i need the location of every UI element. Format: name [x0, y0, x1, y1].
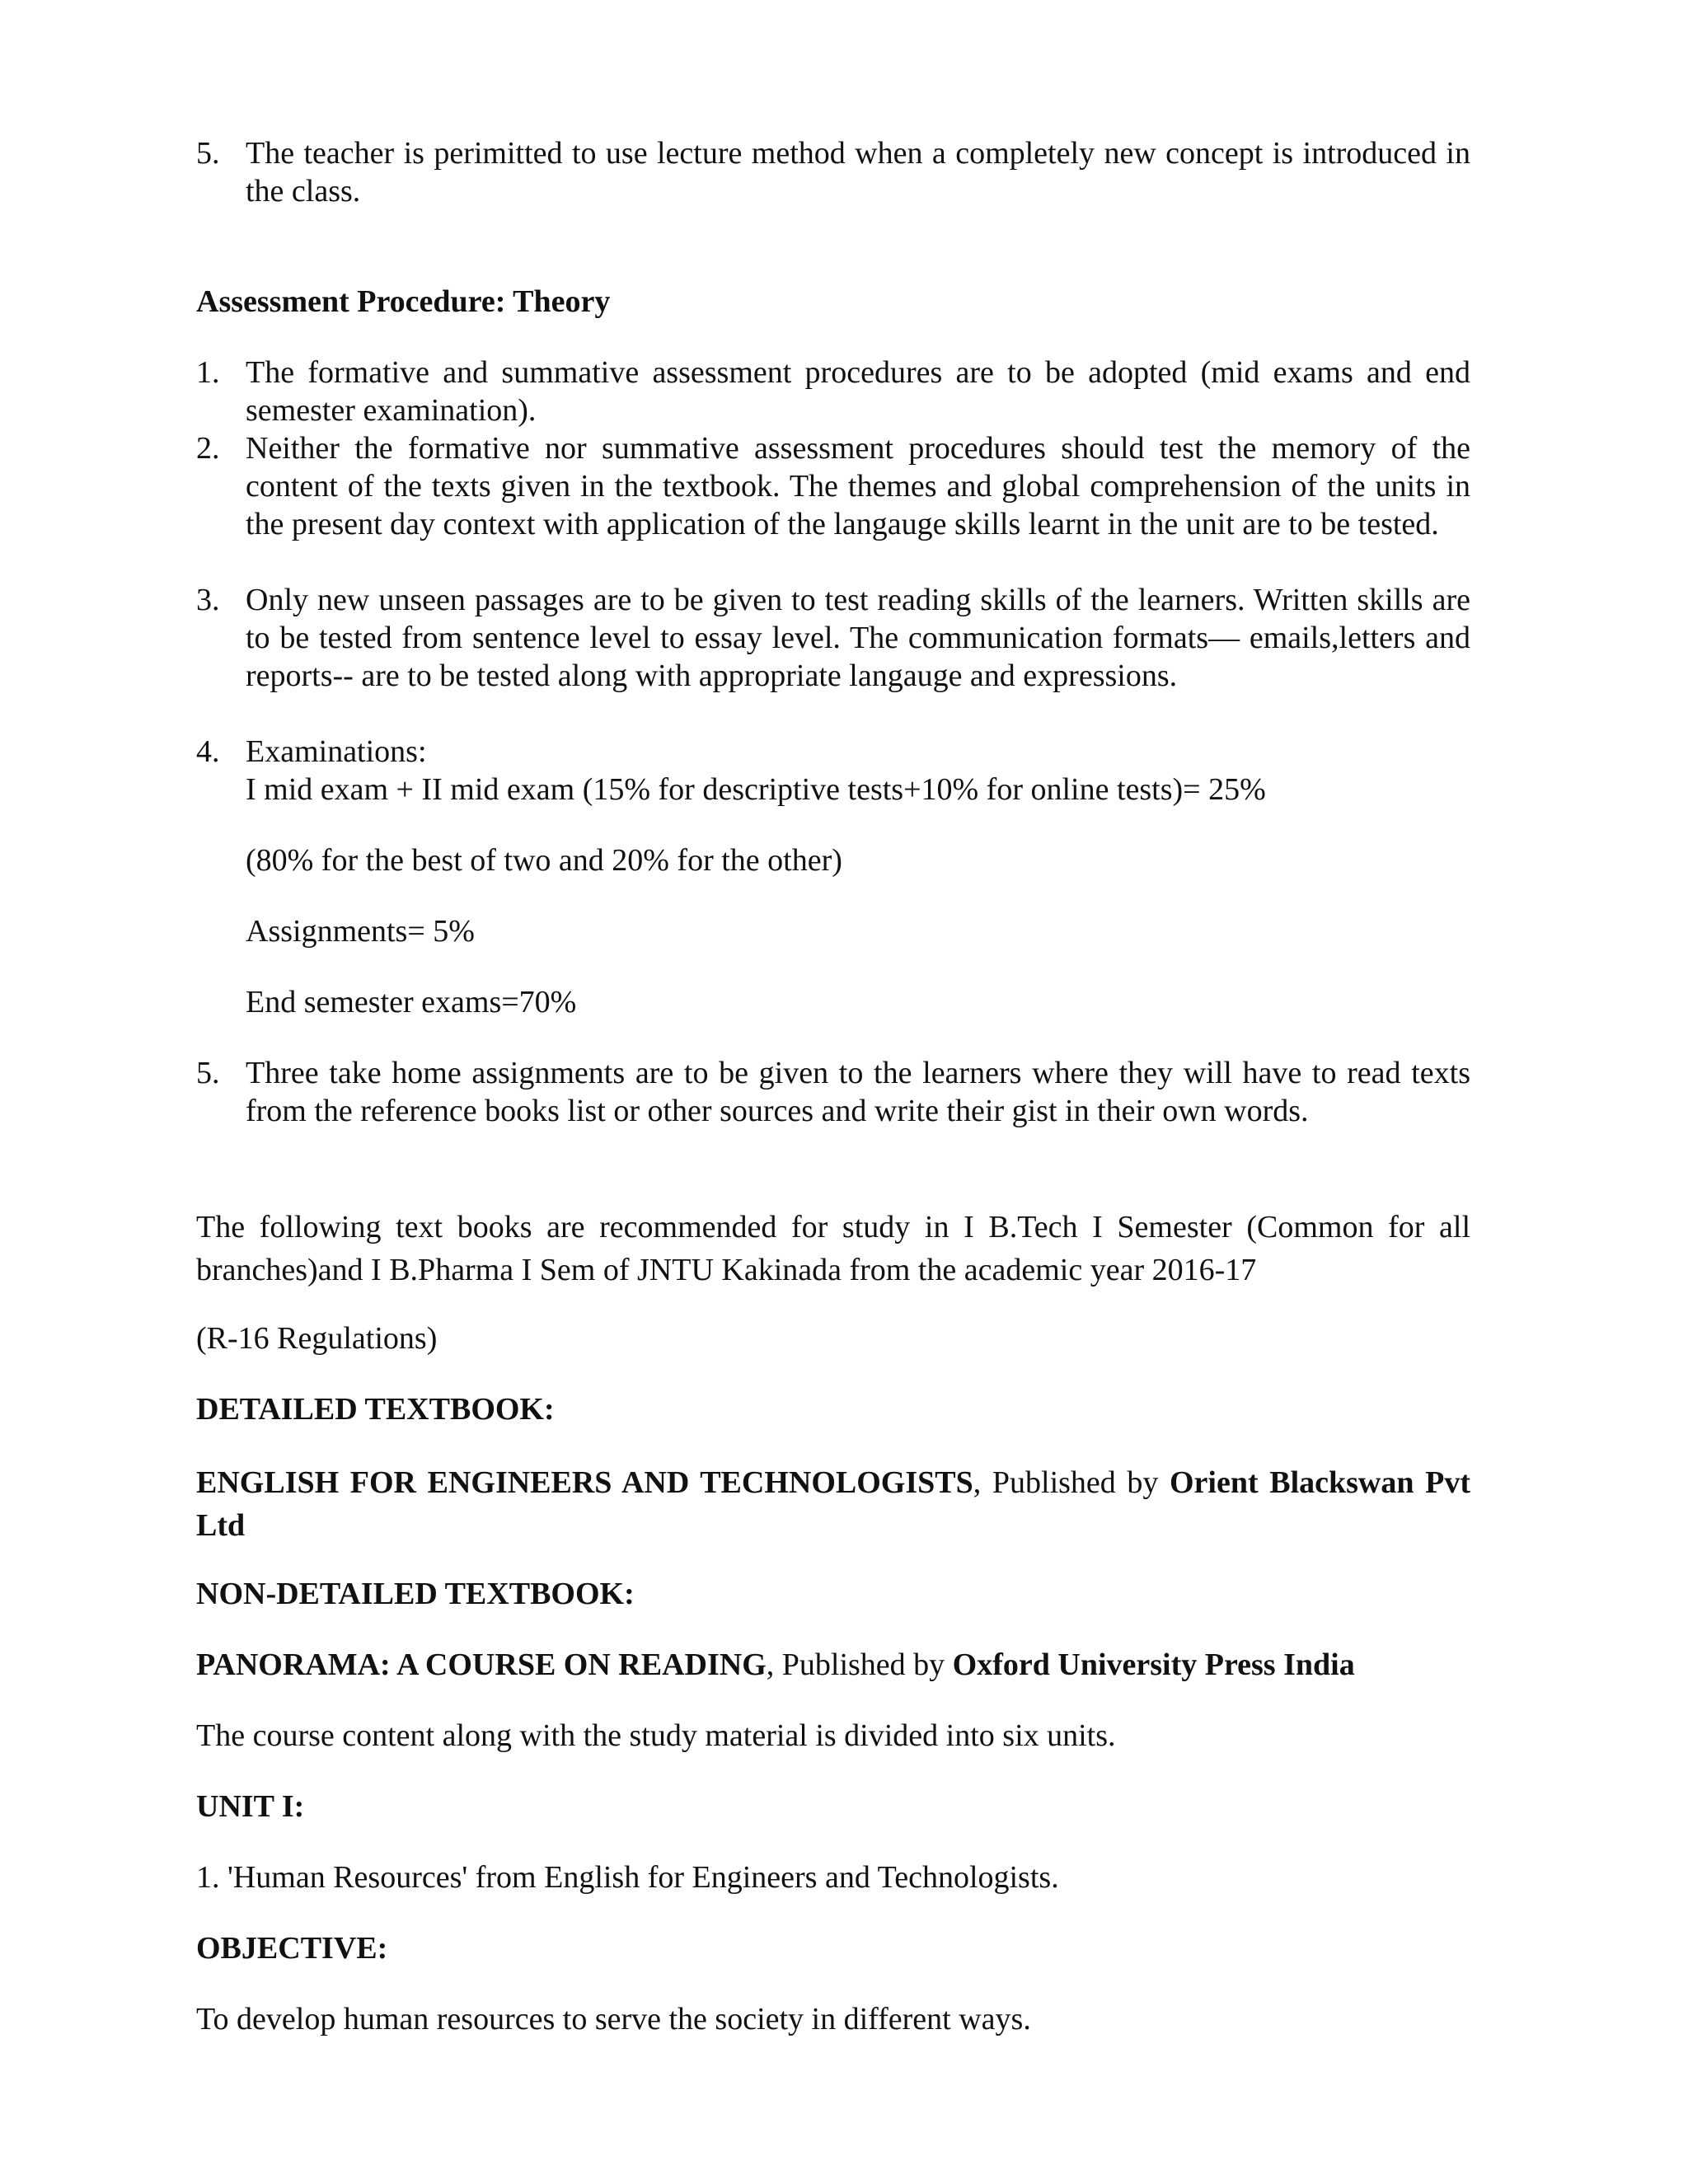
- published-by-text: , Published by: [766, 1647, 953, 1682]
- non-detailed-textbook-title: PANORAMA: A COURSE ON READING: [196, 1647, 767, 1682]
- list-number: 2.: [196, 431, 220, 466]
- non-detailed-textbook-heading: NON-DETAILED TEXTBOOK:: [196, 1577, 635, 1611]
- regulations-note: (R-16 Regulations): [196, 1321, 438, 1356]
- detailed-textbook-title: ENGLISH FOR ENGINEERS AND TECHNOLOGISTS: [196, 1465, 973, 1500]
- objective-text: To develop human resources to serve the society in different ways.: [196, 2002, 1031, 2036]
- assessment-list-item: [196, 733, 1470, 771]
- detailed-textbook: [196, 1461, 1470, 1547]
- textbooks-intro: The following text books are recommended for study in I B.Tech I Semester (Common for all branches)and I B.Pharma I Sem of JNTU Kakinada from the academic year 2016-17: [196, 1210, 1470, 1287]
- non-detailed-textbook: [196, 1646, 1470, 1684]
- list-text: The formative and summative assessment procedures are to be adopted (mid exams and end semester examination).: [246, 355, 1470, 428]
- list-number: 4.: [196, 734, 220, 769]
- end-semester-weightage: End semester exams=70%: [246, 985, 577, 1019]
- objective-heading: OBJECTIVE:: [196, 1931, 388, 1966]
- list-text: Only new unseen passages are to be given to test reading skills of the learners. Written skills are to be tested from sentence level to essay level. The communication formats— emails,letters and reports-- are to be tested along with appropriate langauge and expressions.: [246, 583, 1470, 693]
- assessment-list-item: [196, 354, 1470, 429]
- assessment-heading: Assessment Procedure: Theory: [196, 284, 611, 319]
- list-number: 5.: [196, 136, 220, 171]
- list-number: 1.: [196, 355, 220, 390]
- assignments-weightage: Assignments= 5%: [246, 914, 475, 949]
- assessment-list-item: [196, 429, 1470, 543]
- units-description: The course content along with the study material is divided into six units.: [196, 1718, 1116, 1753]
- list-number: 5.: [196, 1056, 220, 1090]
- list-number: 3.: [196, 583, 220, 617]
- detailed-textbook-publisher: Orient Blackswan Pvt Ltd: [196, 1465, 1470, 1543]
- published-by-text: , Published by: [973, 1465, 1170, 1500]
- best-of-two-note: (80% for the best of two and 20% for the other): [246, 843, 842, 878]
- unit-heading: UNIT I:: [196, 1789, 305, 1824]
- list-text: Examinations:: [246, 734, 427, 769]
- list-text: Neither the formative nor summative assessment procedures should test the memory of the content of the texts given in the textbook. The themes and global comprehension of the units in the present day context with application of the langauge skills learnt in the unit are to be tested.: [246, 431, 1470, 541]
- detailed-textbook-heading: DETAILED TEXTBOOK:: [196, 1392, 555, 1427]
- non-detailed-textbook-publisher: Oxford University Press India: [952, 1647, 1355, 1682]
- exam-weightage: I mid exam + II mid exam (15% for descriptive tests+10% for online tests)= 25%: [246, 772, 1266, 807]
- list-text: Three take home assignments are to be given to the learners where they will have to read texts from the reference books list or other sources and write their gist in their own words.: [246, 1056, 1470, 1128]
- assessment-list-item: [196, 581, 1470, 695]
- unit-item: 1. 'Human Resources' from English for Engineers and Technologists.: [196, 1860, 1059, 1895]
- list-text: The teacher is perimitted to use lecture method when a completely new concept is introduced in the class.: [246, 136, 1470, 209]
- teaching-list-item: [196, 134, 1470, 210]
- assessment-list-item: [196, 1054, 1470, 1130]
